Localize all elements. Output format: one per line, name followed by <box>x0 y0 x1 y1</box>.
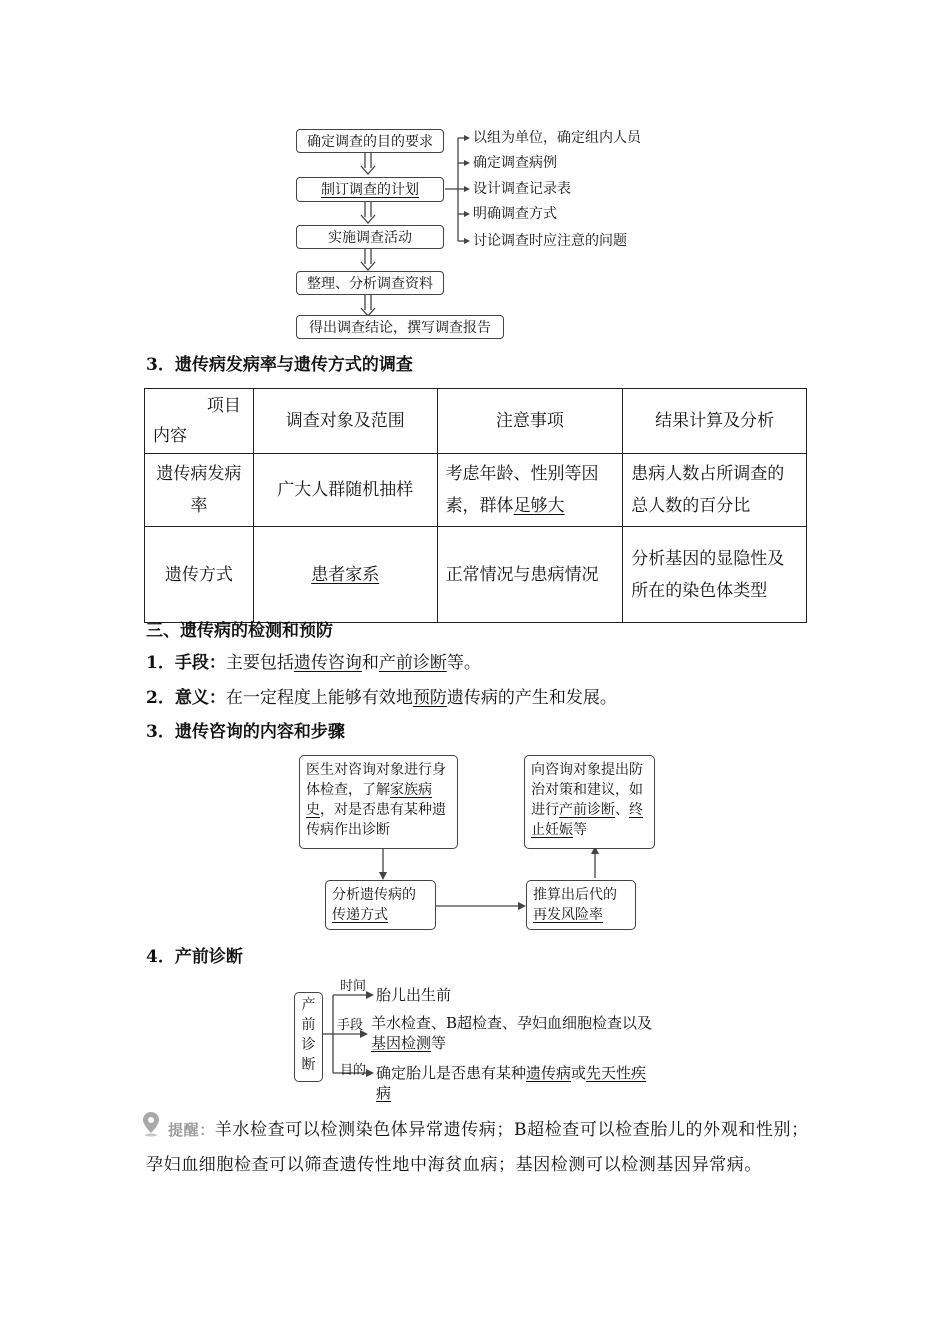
flow-step-plan-label: 制订调查的计划 <box>321 182 419 198</box>
tip-paragraph <box>146 1113 810 1183</box>
down-arrow-icon <box>361 202 375 223</box>
table-row <box>145 454 807 527</box>
means-line <box>146 651 481 675</box>
plan-item: 确定调查病例 <box>473 155 557 171</box>
means-text: 等。 <box>446 653 481 673</box>
notice-text: 考虑年龄、性别等因素，群体 <box>445 464 599 516</box>
table-cell: 分析基因的显隐性及所在的染色体类型 <box>623 527 807 623</box>
table-cell: 患病人数占所调查的总人数的百分比 <box>623 454 807 527</box>
table-header: 结果计算及分析 <box>623 389 807 454</box>
root-char: 产 <box>301 997 316 1013</box>
purpose-key: 先天性疾 <box>586 1064 647 1082</box>
table-corner-cell <box>145 389 254 454</box>
meaning-key: 预防 <box>412 688 447 708</box>
table-cell <box>253 527 437 623</box>
means-text: 和 <box>361 653 379 673</box>
means-label: 手段 <box>337 1018 364 1033</box>
plan-item: 讨论调查时应注意的问题 <box>473 233 627 249</box>
tip-label: 提醒： <box>168 1121 215 1139</box>
box-key: 再发风险率 <box>533 907 603 923</box>
flow-step-analyze: 整理、分析调查资料 <box>296 271 444 295</box>
root-char: 诊 <box>301 1037 316 1053</box>
prenatal-root-box <box>294 992 323 1082</box>
corner-top: 项目 <box>206 396 241 416</box>
box-text: 、 <box>615 802 629 818</box>
notice-key: 足够大 <box>513 496 565 516</box>
purpose-text <box>376 1063 646 1103</box>
meaning-label: 2．意义： <box>146 688 226 708</box>
means-text: 主要包括 <box>225 653 294 673</box>
table-header: 调查对象及范围 <box>253 389 437 454</box>
box-key: 家族病史 <box>306 782 432 818</box>
row-label: 遗传病发病率 <box>145 454 254 527</box>
part-heading: 三、遗传病的检测和预防 <box>146 621 333 641</box>
purpose-key: 遗传病 <box>526 1064 572 1082</box>
row-label: 遗传方式 <box>145 527 254 623</box>
box-text: 推算出后代的 <box>533 887 617 903</box>
plan-item: 明确调查方式 <box>473 206 557 222</box>
prenatal-heading: 4．产前诊断 <box>146 947 243 967</box>
flow-step-purpose: 确定调查的目的要求 <box>296 129 444 153</box>
down-arrow-icon <box>361 249 375 270</box>
box-key: 终止妊娠 <box>531 802 643 838</box>
consult-box-risk <box>526 880 636 930</box>
plan-item: 设计调查记录表 <box>473 181 571 197</box>
table-row <box>145 527 807 623</box>
box-text: 分析遗传病的 <box>332 887 416 903</box>
means-label: 1．手段： <box>146 653 226 673</box>
plan-item: 以组为单位，确定组内人员 <box>473 130 641 146</box>
flow-step-implement: 实施调查活动 <box>296 225 444 249</box>
table-cell: 广大人群随机抽样 <box>253 454 437 527</box>
consult-box-advice <box>524 755 655 849</box>
scope-key: 患者家系 <box>311 564 380 585</box>
flow-step-plan <box>296 177 444 202</box>
corner-bottom: 内容 <box>153 426 187 446</box>
purpose-key-cont: 病 <box>376 1084 392 1102</box>
box-text: ，对是否患有某种遗传病作出诊断 <box>306 802 446 838</box>
time-label: 时间 <box>340 979 367 994</box>
box-key: 产前诊断 <box>559 802 615 818</box>
meaning-text: 遗传病的产生和发展。 <box>446 688 617 708</box>
down-arrow-icon <box>361 295 375 316</box>
purpose-label: 目的 <box>340 1063 367 1078</box>
table-header-row <box>145 389 807 454</box>
means-key: 遗传咨询 <box>293 653 362 673</box>
table-cell: 正常情况与患病情况 <box>437 527 623 623</box>
box-key: 传递方式 <box>332 907 388 923</box>
root-char: 断 <box>301 1057 316 1073</box>
means-key: 基因检测 <box>371 1034 432 1052</box>
survey-table <box>144 388 807 623</box>
table-cell <box>437 454 623 527</box>
section-heading: 3．遗传病发病率与遗传方式的调查 <box>146 355 413 375</box>
means-post: 等 <box>431 1034 447 1052</box>
meaning-line <box>146 686 617 710</box>
means-line-2 <box>371 1033 652 1053</box>
means-line-1: 羊水检查、B超检查、孕妇血细胞检查以及 <box>371 1014 653 1032</box>
table-header: 注意事项 <box>437 389 623 454</box>
tip-text: 羊水检查可以检测染色体异常遗传病；B超检查可以检查胎儿的外观和性别；孕妇血细胞检查可以筛查遗传性地中海贫血病；基因检测可以检测基因异常病。 <box>146 1120 809 1175</box>
meaning-text: 在一定程度上能够有效地 <box>225 688 413 708</box>
time-text: 胎儿出生前 <box>376 986 452 1004</box>
means-text <box>371 1013 652 1053</box>
consult-box-transmission <box>325 880 436 930</box>
consult-heading: 3．遗传咨询的内容和步骤 <box>146 722 345 742</box>
down-arrow-icon <box>361 153 375 174</box>
purpose-mid: 或 <box>571 1064 587 1082</box>
root-char: 前 <box>301 1017 316 1033</box>
flow-step-conclude: 得出调查结论，撰写调查报告 <box>296 315 504 339</box>
box-text: 医生对咨询对象进行身体检查，了解 <box>306 762 446 798</box>
purpose-pre: 确定胎儿是否患有某种 <box>376 1064 527 1082</box>
box-text: 等 <box>573 822 587 838</box>
box-text: 向咨询对象提出防治对策和建议，如进行 <box>531 762 643 818</box>
consult-box-exam <box>299 755 458 849</box>
means-key: 产前诊断 <box>378 653 447 673</box>
